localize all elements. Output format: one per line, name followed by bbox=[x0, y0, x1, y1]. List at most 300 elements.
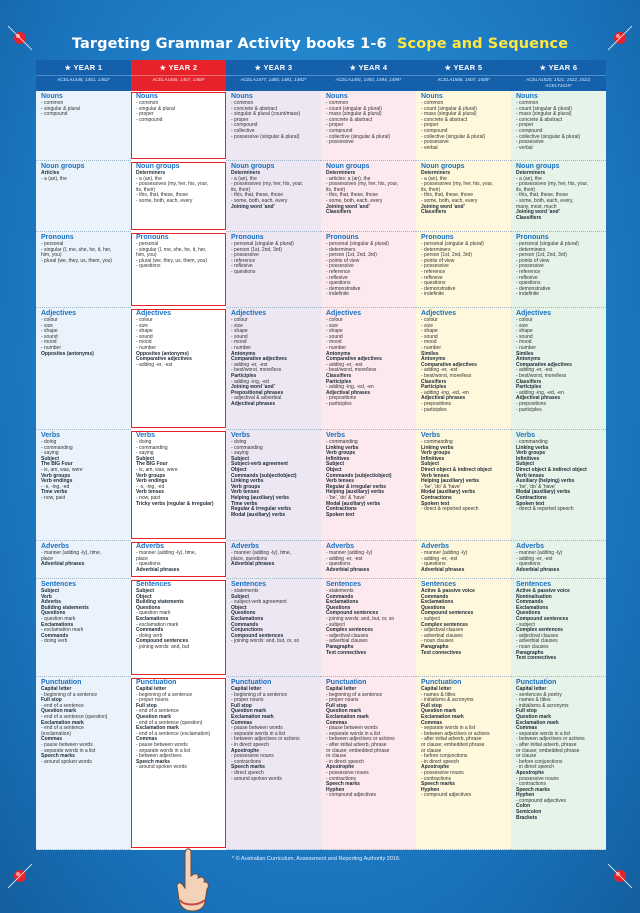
topic-item: - in direct speech bbox=[231, 741, 270, 748]
topic-heading: Joining word 'and' bbox=[231, 384, 275, 391]
topic-heading: Subject bbox=[231, 455, 250, 462]
cell-adverbs bbox=[416, 541, 511, 579]
page-title bbox=[0, 36, 640, 52]
topic-item: - possessives (my, her, his, your, bbox=[516, 181, 589, 188]
topic-item: place bbox=[136, 555, 148, 562]
column-header bbox=[36, 60, 131, 75]
topic-item: - end of a sentence bbox=[41, 702, 84, 709]
topic-heading: Complex sentences bbox=[326, 627, 373, 634]
topic-heading: Exclamation mark bbox=[41, 719, 84, 726]
topic-heading: Colon bbox=[516, 803, 531, 810]
topic-heading: Antonyms bbox=[326, 350, 351, 357]
topic-heading: Subject bbox=[41, 455, 60, 462]
section-heading: Pronouns bbox=[41, 234, 74, 241]
topic-item: - reflexive bbox=[326, 274, 348, 281]
section-heading: Verbs bbox=[421, 432, 441, 439]
topic-item: - person (1st, 2nd, 3rd) bbox=[421, 252, 472, 259]
topic-item: - reference bbox=[516, 268, 541, 275]
topic-heading: The BIG Four bbox=[136, 461, 168, 468]
cell-adverbs bbox=[226, 541, 321, 579]
topic-item: - possessive bbox=[421, 263, 449, 270]
topic-item: - points of view bbox=[516, 257, 550, 264]
pin-icon bbox=[6, 862, 34, 890]
topic-item: - person (1st, 2nd, 3rd) bbox=[326, 252, 377, 259]
section-heading: Sentences bbox=[136, 581, 172, 588]
section-heading: Punctuation bbox=[421, 679, 462, 686]
topic-item: - compound adjectives bbox=[421, 792, 472, 799]
topic-item: - subject-verb agreement bbox=[231, 599, 287, 606]
topic-item: - number bbox=[136, 344, 157, 351]
topic-heading: Object bbox=[231, 466, 247, 473]
topic-item: - statements bbox=[326, 588, 354, 594]
topic-heading: Adverbial phrases bbox=[41, 561, 85, 568]
topic-item: - manner (adding -ly) bbox=[421, 550, 468, 556]
topic-item: - colour bbox=[136, 317, 153, 323]
topic-item: - collective (singular & plural) bbox=[516, 133, 581, 140]
topic-heading: Speech marks bbox=[231, 764, 265, 771]
topic-item: - a (an), the bbox=[136, 175, 162, 182]
topic-heading: Infinitives bbox=[421, 455, 445, 462]
topic-item: - between adjectives or actions bbox=[516, 736, 585, 743]
topic-heading: Text connectives bbox=[516, 655, 557, 662]
topic-heading: Commands bbox=[231, 621, 259, 628]
topic-item: - a (an), the bbox=[231, 175, 257, 182]
topic-heading: Adverbial phrases bbox=[516, 566, 560, 573]
topic-item: - in direct speech bbox=[516, 764, 555, 771]
topic-item: - shape bbox=[421, 328, 438, 335]
topic-item: - proper bbox=[136, 111, 154, 118]
topic-item: - indefinite bbox=[326, 291, 350, 298]
topic-item: - some, both, each, every bbox=[231, 197, 288, 204]
topic-heading: Direct object & indirect object bbox=[516, 466, 587, 473]
curriculum-codes: ACELA1491, 1493, 1494, 1495* bbox=[321, 75, 416, 91]
cell-adjectives bbox=[131, 308, 226, 430]
topic-heading: Questions bbox=[421, 604, 446, 611]
topic-item: - -s, -ing, -ed bbox=[41, 483, 70, 490]
cell-pronouns bbox=[131, 232, 226, 308]
topic-item: - questions bbox=[421, 280, 446, 287]
topic-item: - questions bbox=[326, 280, 351, 287]
topic-item: - shape bbox=[41, 328, 58, 335]
section-heading: Verbs bbox=[41, 432, 61, 439]
topic-item: - possessive nouns bbox=[421, 769, 464, 776]
topic-heading: Question mark bbox=[516, 713, 552, 720]
topic-item: - participles bbox=[516, 406, 542, 413]
topic-heading: Question mark bbox=[231, 708, 267, 715]
topic-heading: Exclamations bbox=[516, 604, 549, 611]
section-heading: Verbs bbox=[136, 432, 156, 439]
section-heading: Pronouns bbox=[136, 234, 169, 241]
topic-item: - joining words: and, but, or, so bbox=[326, 615, 395, 622]
topic-item: - names & titles bbox=[421, 691, 456, 698]
topic-heading: Complex sentences bbox=[421, 621, 468, 628]
topic-heading: Time verbs bbox=[41, 489, 68, 496]
section-heading: Nouns bbox=[326, 93, 348, 100]
cell-verbs bbox=[416, 430, 511, 541]
topic-heading: Contractions bbox=[326, 506, 357, 513]
section-heading: Nouns bbox=[231, 93, 253, 100]
topic-heading: Text connectives bbox=[421, 649, 462, 656]
topic-item: - commanding bbox=[41, 444, 73, 451]
topic-item: - some, both, each, every bbox=[421, 197, 478, 204]
topic-item: - -s, -ing, -ed bbox=[136, 483, 165, 490]
section-heading: Noun groups bbox=[41, 163, 85, 170]
topic-heading: Antonyms bbox=[421, 356, 446, 363]
topic-heading: Full stop bbox=[41, 697, 62, 704]
cell-sentences bbox=[511, 579, 606, 677]
topic-item: - size bbox=[41, 322, 53, 329]
topic-heading: Object bbox=[231, 604, 247, 611]
topic-item: - mood bbox=[516, 339, 532, 346]
topic-item: him, you) bbox=[41, 252, 62, 259]
topic-heading: Comparative adjectives bbox=[136, 356, 192, 363]
topic-item: - compound bbox=[326, 127, 353, 134]
topic-item: - shape bbox=[516, 328, 533, 335]
topic-item: - questions bbox=[516, 561, 541, 568]
topic-item: - singular (I, me, she, he, it, her, bbox=[41, 246, 112, 253]
topic-heading: Participles bbox=[421, 384, 447, 391]
topic-item: its, their) bbox=[231, 186, 251, 193]
topic-item: - separate words in a list bbox=[516, 730, 571, 737]
topic-heading: Infinitives bbox=[326, 455, 350, 462]
section-heading: Punctuation bbox=[326, 679, 367, 686]
topic-heading: Exclamations bbox=[231, 615, 264, 622]
topic-heading: Building statements bbox=[136, 599, 184, 606]
topic-item: - best/worst, more/less bbox=[516, 372, 567, 379]
topic-heading: Antonyms bbox=[516, 356, 541, 363]
column-year-4 bbox=[321, 60, 416, 850]
topic-heading: Full stop bbox=[421, 702, 442, 709]
topic-item: - sentences & poetry bbox=[516, 691, 562, 698]
topic-item: - manner (adding -ly), time, bbox=[136, 550, 197, 556]
topic-item: - concrete & abstract bbox=[516, 116, 563, 123]
cell-noun-groups bbox=[511, 161, 606, 232]
cell-nouns bbox=[511, 91, 606, 161]
topic-item: - best/worst, more/less bbox=[421, 372, 472, 379]
topic-heading: Comparative adjectives bbox=[231, 356, 287, 363]
cell-sentences bbox=[321, 579, 416, 677]
topic-item: - reflexive bbox=[421, 274, 443, 281]
topic-item: place bbox=[41, 555, 53, 562]
topic-item: - separate words in a list bbox=[231, 730, 286, 737]
topic-heading: Questions bbox=[231, 610, 256, 617]
topic-item: - points of view bbox=[326, 257, 360, 264]
topic-heading: Question mark bbox=[136, 713, 172, 720]
topic-heading: Verb groups bbox=[516, 450, 546, 457]
topic-item: - singular & plural bbox=[41, 105, 80, 112]
topic-item: - questions bbox=[516, 280, 541, 287]
topic-item: - doing verb bbox=[41, 638, 68, 645]
cell-verbs bbox=[511, 430, 606, 541]
topic-heading: Complex sentences bbox=[516, 627, 563, 634]
curriculum-codes: ACELA1448, 1451, 1452* bbox=[36, 75, 131, 91]
topic-item: - adding -er, -est bbox=[231, 361, 268, 368]
topic-item: - manner (adding -ly), time, bbox=[41, 550, 102, 556]
topic-item: - participles bbox=[421, 406, 447, 413]
topic-item: - size bbox=[231, 322, 243, 329]
topic-item: - adding -er, -est bbox=[516, 555, 553, 562]
cell-adverbs bbox=[131, 541, 226, 579]
topic-item: - commanding bbox=[231, 444, 263, 451]
year-label: YEAR 6 bbox=[548, 63, 578, 72]
section-heading: Punctuation bbox=[41, 679, 82, 686]
section-heading: Adjectives bbox=[231, 310, 267, 317]
topic-heading: Commands (subject/object) bbox=[231, 472, 297, 479]
topic-item: - mood bbox=[136, 339, 152, 346]
scope-sequence-table bbox=[36, 60, 606, 850]
cell-pronouns bbox=[226, 232, 321, 308]
topic-heading: Regular & irregular verbs bbox=[326, 483, 387, 490]
topic-item: - doing verb bbox=[136, 632, 163, 639]
year-label: YEAR 1 bbox=[73, 63, 103, 72]
topic-heading: Commands (subject/object) bbox=[326, 472, 392, 479]
topic-item: - commanding bbox=[136, 444, 168, 451]
topic-heading: Speech marks bbox=[516, 786, 550, 793]
topic-heading: Compound sentences bbox=[326, 610, 379, 617]
topic-heading: Tricky verbs (regular & irregular) bbox=[136, 500, 214, 507]
topic-item: - prepositions bbox=[516, 400, 547, 407]
topic-item: - best/worst, more/less bbox=[326, 367, 377, 374]
curriculum-codes: ACELA1465, 1467, 1468* bbox=[131, 75, 226, 91]
topic-heading: Exclamations bbox=[41, 621, 74, 628]
column-year-1 bbox=[36, 60, 131, 850]
column-year-5 bbox=[416, 60, 511, 850]
topic-heading: Compound sentences bbox=[421, 610, 474, 617]
topic-heading: Verb groups bbox=[326, 450, 356, 457]
topic-heading: Opposites (antonyms) bbox=[136, 350, 189, 357]
topic-item: - is, am, was, were bbox=[41, 466, 83, 473]
topic-heading: Verb endings bbox=[41, 478, 73, 485]
topic-item: place, questions bbox=[231, 555, 268, 562]
topic-heading: Participles bbox=[231, 372, 257, 379]
topic-item: - in direct speech bbox=[421, 758, 460, 765]
topic-item: - mass (singular & plural) bbox=[421, 111, 477, 118]
copyright-footnote: * © Australian Curriculum, Assessment and Reporting Authority 2016. bbox=[232, 856, 401, 862]
topic-item: - possessives (my, her, his, your, bbox=[421, 181, 494, 188]
topic-item: - after initial adverb, phrase bbox=[516, 741, 577, 748]
section-heading: Noun groups bbox=[136, 163, 180, 170]
topic-item: - possessive bbox=[421, 139, 449, 146]
topic-heading: Infinitives bbox=[516, 455, 540, 462]
section-heading: Pronouns bbox=[326, 234, 359, 241]
topic-heading: Linking verbs bbox=[326, 444, 359, 451]
topic-item: - reflexive bbox=[516, 274, 538, 281]
topic-item: - number bbox=[421, 344, 442, 351]
cell-adverbs bbox=[511, 541, 606, 579]
section-heading: Pronouns bbox=[421, 234, 454, 241]
topic-item: - commanding bbox=[326, 439, 358, 445]
cell-punctuation bbox=[131, 677, 226, 850]
topic-item: - reflexive bbox=[231, 263, 253, 270]
topic-heading: Commands bbox=[136, 627, 164, 634]
topic-item: - contractions bbox=[231, 758, 262, 765]
topic-item: - possessive (singular & plural) bbox=[231, 133, 300, 140]
topic-item: - best/worst, more/less bbox=[231, 367, 282, 374]
topic-item: - common bbox=[421, 100, 444, 106]
topic-item: - prepositions bbox=[326, 395, 357, 402]
topic-item: - number bbox=[516, 344, 537, 351]
topic-item: - shape bbox=[326, 328, 343, 335]
topic-item: - adjectival clauses bbox=[516, 632, 559, 639]
topic-item: - pause between words bbox=[326, 725, 378, 732]
topic-heading: Verb groups bbox=[231, 483, 261, 490]
cell-noun-groups bbox=[36, 161, 131, 232]
topic-item: - a (an), the bbox=[516, 175, 542, 182]
topic-heading: Linking verbs bbox=[231, 478, 264, 485]
topic-heading: Apostrophe bbox=[421, 764, 450, 771]
topic-heading: Auxiliary (helping) verbs bbox=[516, 478, 575, 485]
cell-verbs bbox=[226, 430, 321, 541]
topic-heading: Classifiers bbox=[516, 214, 542, 221]
star-icon: ★ bbox=[159, 65, 169, 72]
topic-item: - count (singular & plural) bbox=[421, 105, 477, 112]
topic-heading: Capital letter bbox=[421, 686, 452, 692]
topic-item: - singular (I, me, she, he, it, her, bbox=[136, 246, 207, 253]
topic-item: - separate words in a list bbox=[421, 725, 476, 732]
topic-heading: Semicolon bbox=[516, 809, 542, 816]
section-heading: Nouns bbox=[136, 93, 158, 100]
topic-item: - sound bbox=[421, 333, 438, 340]
topic-item: - sound bbox=[326, 333, 343, 340]
cell-adverbs bbox=[321, 541, 416, 579]
topic-item: - compound adjectives bbox=[326, 792, 377, 799]
topic-item: - determiners bbox=[516, 246, 546, 253]
topic-item: - adding -ing, -ed bbox=[231, 378, 269, 385]
topic-item: - common bbox=[136, 100, 159, 106]
topic-item: - end of a sentence (question) bbox=[41, 713, 108, 720]
topic-item: or clause; embedded phrase bbox=[421, 741, 485, 748]
cell-nouns bbox=[321, 91, 416, 161]
topic-item: or clause bbox=[421, 747, 442, 754]
topic-item: - indefinite bbox=[421, 291, 445, 298]
topic-heading: Question mark bbox=[41, 708, 77, 715]
topic-item: - personal bbox=[136, 241, 159, 247]
section-heading: Verbs bbox=[326, 432, 346, 439]
topic-heading: Paragraphs bbox=[421, 643, 449, 650]
cell-verbs bbox=[321, 430, 416, 541]
topic-heading: Prepositional phrases bbox=[231, 389, 284, 396]
topic-item: - between adjectives bbox=[136, 753, 182, 760]
topic-heading: Participles bbox=[326, 378, 352, 385]
topic-heading: Question mark bbox=[326, 708, 362, 715]
year-label: YEAR 4 bbox=[358, 63, 388, 72]
topic-item: - possessives (my, her, his, your, bbox=[326, 181, 399, 188]
star-icon: ★ bbox=[349, 65, 359, 72]
topic-heading: Antonyms bbox=[231, 350, 256, 357]
cell-adjectives bbox=[321, 308, 416, 430]
topic-item: - question mark bbox=[136, 610, 171, 617]
section-heading: Adverbs bbox=[421, 543, 450, 550]
topic-heading: Exclamation mark bbox=[231, 713, 274, 720]
topic-heading: The BIG Four bbox=[41, 461, 73, 468]
topic-item: - articles: a (an), the bbox=[326, 175, 371, 182]
topic-item: - this, that, these, those bbox=[136, 192, 188, 199]
topic-heading: Commas bbox=[516, 725, 538, 732]
cell-sentences bbox=[416, 579, 511, 677]
section-heading: Adverbs bbox=[136, 543, 165, 550]
cell-noun-groups bbox=[321, 161, 416, 232]
topic-item: - end of a sentence bbox=[41, 725, 84, 732]
topic-item: - personal (singular & plural) bbox=[326, 241, 389, 247]
topic-heading: Adverbial phrases bbox=[421, 566, 465, 573]
topic-heading: Full stop bbox=[326, 702, 347, 709]
section-heading: Sentences bbox=[41, 581, 77, 588]
pin-icon bbox=[606, 862, 634, 890]
topic-item: - is, am, was, were bbox=[136, 466, 178, 473]
topic-item: - mood bbox=[326, 339, 342, 346]
topic-item: - adding -ing, -ed, -en bbox=[326, 384, 374, 391]
topic-item: - possessive bbox=[516, 263, 544, 270]
topic-item: - verbal bbox=[421, 144, 438, 151]
topic-item: - questions bbox=[136, 263, 161, 270]
topic-item: - adverbial clauses bbox=[326, 638, 368, 645]
topic-item: - 'be', 'do' & 'have' bbox=[326, 494, 366, 501]
section-heading: Verbs bbox=[231, 432, 251, 439]
topic-item: - demonstrative bbox=[516, 285, 551, 292]
topic-item: - count (singular & plural) bbox=[326, 105, 382, 112]
topic-item: - number bbox=[326, 344, 347, 351]
topic-item: - mood bbox=[41, 339, 57, 346]
cell-pronouns bbox=[511, 232, 606, 308]
topic-heading: Comparative adjectives bbox=[516, 361, 572, 368]
topic-heading: Commands bbox=[516, 599, 544, 606]
topic-item: - in direct speech bbox=[326, 758, 365, 765]
topic-heading: Verb groups bbox=[136, 472, 166, 479]
topic-item: - compound bbox=[41, 111, 68, 118]
topic-heading: Adjectival phrases bbox=[231, 400, 276, 407]
topic-item: - common bbox=[231, 100, 254, 106]
topic-item: - contractions bbox=[421, 775, 452, 782]
topic-item: - names & titles bbox=[516, 697, 551, 704]
topic-item: - now, past bbox=[136, 494, 161, 501]
topic-heading: Full stop bbox=[516, 708, 537, 715]
topic-item: - reference bbox=[231, 257, 256, 264]
topic-item: - separate words in a list bbox=[136, 747, 191, 754]
topic-heading: Compound sentences bbox=[136, 638, 189, 645]
topic-heading: Capital letter bbox=[41, 686, 72, 692]
topic-heading: Exclamations bbox=[421, 599, 454, 606]
topic-item: - saying bbox=[231, 450, 249, 457]
topic-item: - plural (we, they, us, them, you) bbox=[136, 257, 208, 264]
topic-heading: Verb tenses bbox=[231, 489, 260, 496]
topic-item: - possessives (my, her, his, your, bbox=[136, 181, 209, 188]
topic-item: - possessive bbox=[516, 139, 544, 146]
topic-item: - subject bbox=[326, 621, 345, 628]
topic-heading: Modal (auxiliary) verbs bbox=[231, 511, 286, 518]
cell-sentences bbox=[226, 579, 321, 677]
star-icon: ★ bbox=[444, 65, 454, 72]
topic-item: - commanding bbox=[516, 439, 548, 445]
topic-heading: Exclamation mark bbox=[136, 725, 179, 732]
topic-item: - end of a sentence bbox=[136, 708, 179, 715]
topic-heading: Commas bbox=[421, 719, 443, 726]
section-heading: Nouns bbox=[421, 93, 443, 100]
topic-heading: Capital letter bbox=[136, 686, 167, 692]
topic-item: - end of a sentence (question) bbox=[136, 719, 203, 726]
topic-item: - number bbox=[231, 344, 252, 351]
topic-item: - between adjectives or actions bbox=[326, 736, 395, 743]
topic-item: its, their) bbox=[136, 186, 156, 193]
topic-heading: Linking verbs bbox=[421, 444, 454, 451]
topic-item: - number bbox=[41, 344, 62, 351]
topic-item: - pause between words bbox=[136, 741, 188, 748]
topic-heading: Questions bbox=[516, 610, 541, 617]
title-main: Targeting Grammar Activity books 1-6 bbox=[71, 36, 387, 52]
topic-item: - concrete & abstract bbox=[231, 105, 278, 112]
topic-item: - questions bbox=[326, 561, 351, 568]
topic-item: - common bbox=[41, 100, 64, 106]
section-heading: Noun groups bbox=[516, 163, 560, 170]
